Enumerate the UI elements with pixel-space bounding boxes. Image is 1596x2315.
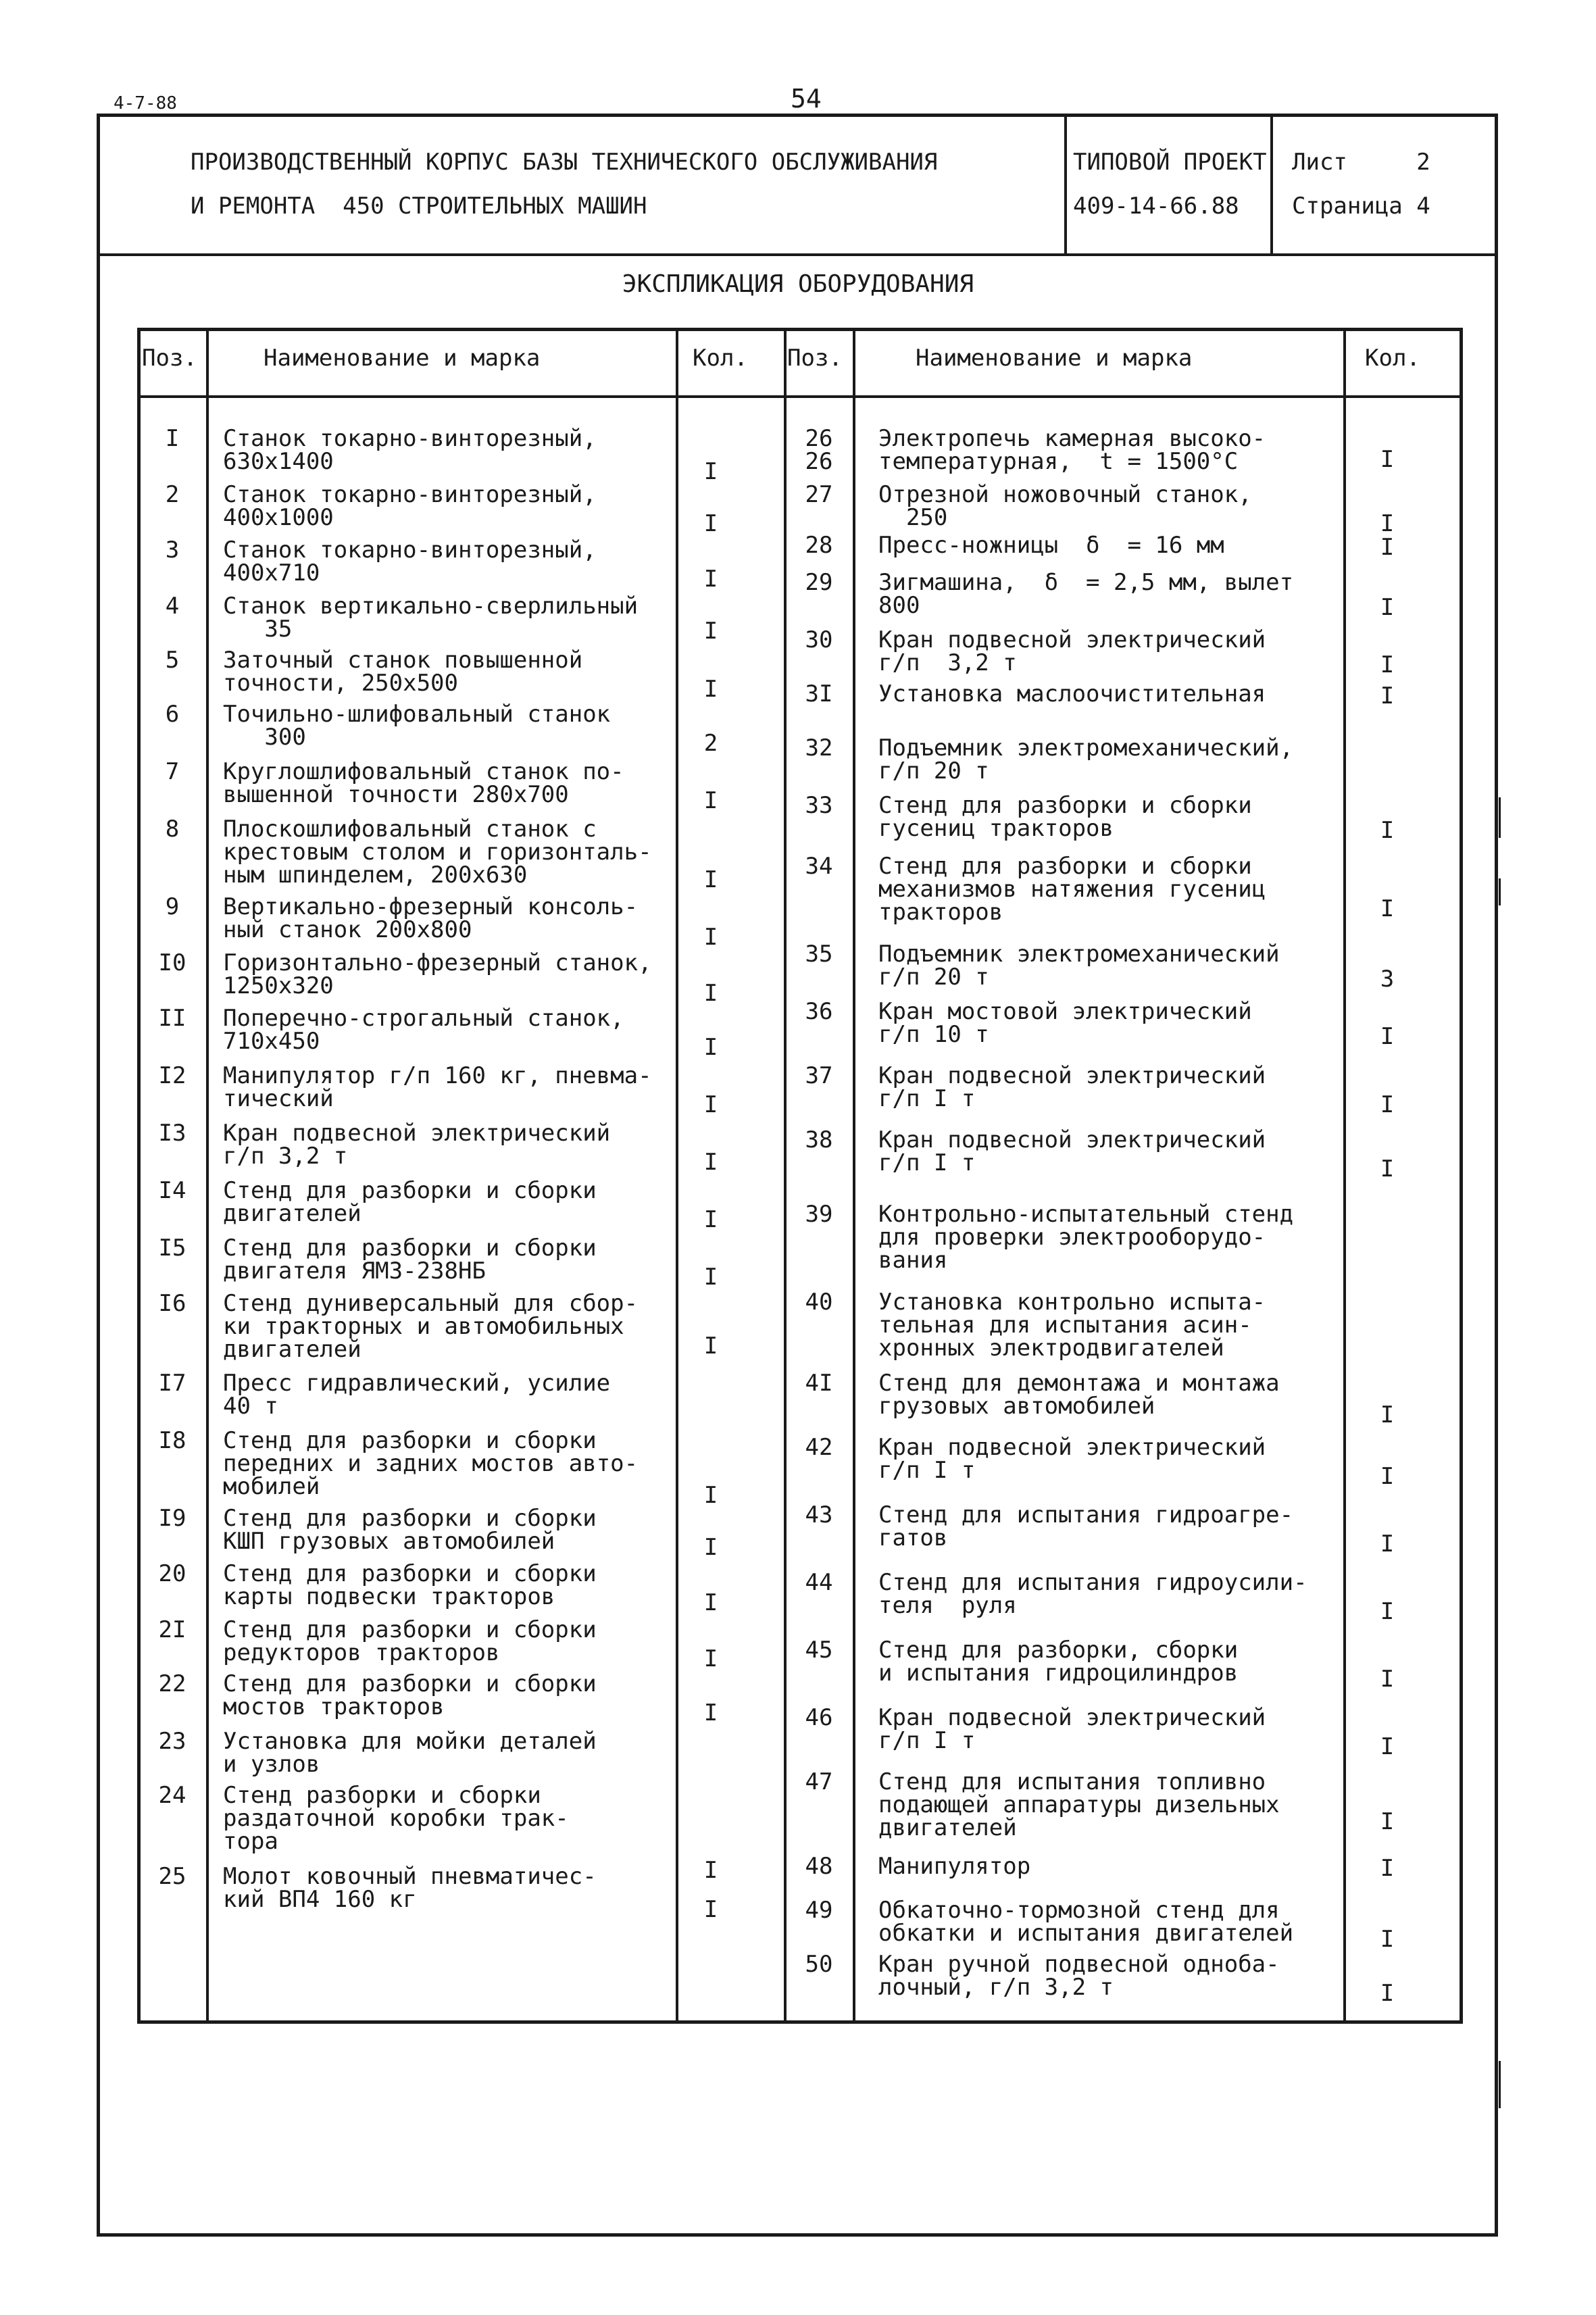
pos-number: 4 [165, 593, 180, 620]
pos-number: II [158, 1005, 186, 1032]
quantity: I [1380, 594, 1395, 621]
quantity: I [1380, 1155, 1395, 1183]
quantity: I [1380, 895, 1395, 922]
table-header-rule [137, 395, 1463, 398]
quantity: I [703, 1857, 718, 1884]
col-header-name-right: Наименование и марка [916, 345, 1193, 372]
pos-number: 35 [805, 941, 833, 968]
pos-number: 9 [165, 893, 180, 920]
quantity: I [1380, 1463, 1395, 1490]
project-code: 409-14-66.88 [1073, 193, 1239, 220]
pos-number: 34 [805, 853, 833, 880]
equipment-name: Стенд для демонтажа и монтажа грузовых автомобилей [878, 1370, 1280, 1420]
pos-number: 25 [158, 1863, 186, 1890]
pos-number: 3I [805, 680, 833, 707]
equipment-name: Стенд для разборки и сборки передних и задних мостов авто- мобилей [223, 1427, 639, 1500]
pos-number: I5 [158, 1235, 186, 1262]
equipment-name: Стенд для разборки и сборки гусениц тракторов [878, 792, 1252, 842]
pos-number: 22 [158, 1670, 186, 1697]
equipment-name: Зигмашина, δ = 2,5 мм, вылет 800 [878, 569, 1294, 619]
quantity: I [1380, 1733, 1395, 1760]
quantity: I [703, 1034, 718, 1061]
col-rule-1 [206, 328, 209, 2024]
quantity: I [703, 1264, 718, 1291]
equipment-name: Установка для мойки деталей и узлов [223, 1728, 597, 1778]
quantity: I [1380, 1598, 1395, 1625]
col-header-name-left: Наименование и марка [264, 345, 541, 372]
equipment-name: Манипулятор г/п 160 кг, пневма- тический [223, 1062, 652, 1112]
quantity: I [1380, 1023, 1395, 1050]
equipment-name: Кран подвесной электрический г/п I т [878, 1704, 1266, 1754]
pos-number: 49 [805, 1897, 833, 1924]
equipment-name: Поперечно-строгальный станок, 710х450 [223, 1005, 624, 1055]
quantity: 2 [703, 730, 718, 757]
quantity: I [1380, 1980, 1395, 2007]
quantity: I [703, 787, 718, 814]
quantity: I [703, 1645, 718, 1672]
quantity: I [703, 1699, 718, 1726]
col-header-pos-left: Поз. [142, 345, 197, 372]
table-title: ЭКСПЛИКАЦИЯ ОБОРУДОВАНИЯ [622, 270, 974, 298]
margin-mark [1499, 2061, 1501, 2108]
quantity: I [1380, 1855, 1395, 1882]
pos-number: 30 [805, 626, 833, 653]
equipment-name: Манипулятор [878, 1853, 1031, 1880]
quantity: I [703, 866, 718, 893]
equipment-name: Кран подвесной электрический г/п I т [878, 1434, 1266, 1484]
quantity: I [1380, 510, 1395, 537]
equipment-name: Стенд для разборки и сборки двигателей [223, 1177, 597, 1227]
pos-number: 7 [165, 758, 180, 785]
pos-number: I6 [158, 1290, 186, 1317]
quantity: I [703, 1206, 718, 1233]
equipment-name: Подъемник электромеханический г/п 20 т [878, 941, 1280, 991]
pos-number: 48 [805, 1853, 833, 1880]
equipment-name: Кран ручной подвесной однoба- лочный, г/п 3,2 т [878, 1951, 1280, 2001]
header-bottom-rule [97, 253, 1498, 256]
quantity: I [1380, 534, 1395, 561]
col-rule-4 [853, 328, 855, 2024]
equipment-name: Кран подвесной электрический г/п I т [878, 1062, 1266, 1112]
pos-number: I [165, 425, 180, 452]
pos-number: 43 [805, 1501, 833, 1528]
sheet-number: Лист 2 [1292, 149, 1430, 176]
equipment-name: Станок токарно-винторезный, 400х710 [223, 537, 597, 587]
pos-number: 29 [805, 569, 833, 596]
quantity: I [703, 458, 718, 485]
pos-number: 24 [158, 1782, 186, 1809]
page-index: Страница 4 [1292, 193, 1430, 220]
equipment-name: Отрезной ножовочный станок, 250 [878, 481, 1252, 531]
quantity: I [703, 1896, 718, 1923]
equipment-name: Молот ковочный пневматичес- кий ВП4 160 кг [223, 1863, 597, 1913]
quantity: I [703, 1589, 718, 1616]
pos-number: 44 [805, 1569, 833, 1596]
quantity: I [703, 980, 718, 1007]
quantity: I [1380, 1091, 1395, 1118]
equipment-name: Кран подвесной электрический г/п 3,2 т [223, 1120, 611, 1170]
quantity: I [1380, 446, 1395, 473]
quantity: I [1380, 1808, 1395, 1835]
pos-number: 20 [158, 1560, 186, 1587]
pos-number: 37 [805, 1062, 833, 1089]
equipment-name: Пресс-ножницы δ = 16 мм [878, 532, 1224, 559]
col-header-qty-right: Кол. [1365, 345, 1420, 372]
quantity: I [703, 618, 718, 645]
project-label: ТИПОВОЙ ПРОЕКТ [1073, 149, 1267, 176]
equipment-name: Кран подвесной электрический г/п 3,2 т [878, 626, 1266, 676]
pos-number: 47 [805, 1768, 833, 1795]
quantity: I [703, 924, 718, 951]
equipment-name: Контрольно-испытательный стенд для проверки электрооборудо- вания [878, 1201, 1294, 1274]
equipment-name: Круглошлифовальный станок по- вышенной точности 280х700 [223, 758, 624, 808]
equipment-name: Установка контрольно испыта- тельная для испытания асин- хронных электродвигателей [878, 1289, 1266, 1362]
quantity: I [1380, 1530, 1395, 1558]
pos-number: 50 [805, 1951, 833, 1978]
equipment-name: Стенд разборки и сборки раздаточной коробки трак- тора [223, 1782, 569, 1855]
pos-number: 38 [805, 1126, 833, 1153]
quantity: I [703, 566, 718, 593]
quantity: 3 [1380, 966, 1395, 993]
pos-number: 45 [805, 1637, 833, 1664]
header-title-line1: ПРОИЗВОДСТВЕННЫЙ КОРПУС БАЗЫ ТЕХНИЧЕСКОГО ОБСЛУЖИВАНИЯ [191, 149, 938, 176]
pos-number: I8 [158, 1427, 186, 1454]
equipment-name: Кран подвесной электрический г/п I т [878, 1126, 1266, 1176]
equipment-name: Заточный станок повышенной точности, 250х500 [223, 647, 583, 697]
pos-number: 42 [805, 1434, 833, 1461]
pos-number: 5 [165, 647, 180, 674]
quantity: I [1380, 651, 1395, 678]
equipment-name: Стенд для испытания гидроусили- теля руля [878, 1569, 1307, 1619]
quantity: I [703, 1534, 718, 1561]
pos-number: 32 [805, 735, 833, 762]
quantity: I [1380, 1666, 1395, 1693]
pos-number: I2 [158, 1062, 186, 1089]
equipment-name: Стенд для разборки, сборки и испытания гидроцилиндров [878, 1637, 1239, 1687]
quantity: I [703, 1333, 718, 1360]
quantity: I [703, 676, 718, 703]
pos-number: I9 [158, 1505, 186, 1532]
equipment-name: Стенд для разборки и сборки карты подвески тракторов [223, 1560, 597, 1610]
header-divider-2 [1270, 114, 1273, 255]
equipment-name: Стенд дуниверсальный для сбор- ки тракторных и автомобильных двигателей [223, 1290, 639, 1363]
equipment-name: Стенд для разборки и сборки редукторов тракторов [223, 1616, 597, 1666]
pos-number: 36 [805, 998, 833, 1025]
equipment-name: Станок токарно-винторезный, 400х1000 [223, 481, 597, 531]
equipment-name: Стенд для разборки и сборки механизмов натяжения гусениц тракторов [878, 853, 1266, 926]
pos-number: 6 [165, 701, 180, 728]
document-code: 4-7-88 [114, 93, 177, 114]
quantity: I [703, 1149, 718, 1176]
pos-number: 46 [805, 1704, 833, 1731]
equipment-name: Станок токарно-винторезный, 630х1400 [223, 425, 597, 475]
quantity: I [1380, 682, 1395, 710]
equipment-name: Стенд для разборки и сборки КШП грузовых автомобилей [223, 1505, 597, 1555]
equipment-name: Точильно-шлифовальный станок 300 [223, 701, 611, 751]
equipment-name: Плоскошлифовальный станок с крестовым столом и горизонталь- ным шпинделем, 200х630 [223, 816, 652, 889]
pos-number: I7 [158, 1370, 186, 1397]
col-rule-5 [1343, 328, 1346, 2024]
pos-number: 33 [805, 792, 833, 819]
pos-number: 40 [805, 1289, 833, 1316]
page-number: 54 [791, 84, 822, 114]
pos-number: I4 [158, 1177, 186, 1204]
margin-mark [1499, 878, 1501, 905]
pos-number: I0 [158, 949, 186, 976]
equipment-name: Пресс гидравлический, усилие 40 т [223, 1370, 611, 1420]
quantity: I [703, 1482, 718, 1509]
pos-number: 2 [165, 481, 180, 508]
col-header-qty-left: Кол. [693, 345, 748, 372]
equipment-name: Подъемник электромеханический, г/п 20 т [878, 735, 1294, 785]
equipment-name: Стенд для разборки и сборки двигателя ЯМЗ-238НБ [223, 1235, 597, 1285]
equipment-name: Электропечь камерная высоко- температурная, t = 1500°С [878, 425, 1266, 475]
pos-number: 3 [165, 537, 180, 564]
pos-number: 39 [805, 1201, 833, 1228]
header-divider-1 [1064, 114, 1067, 255]
equipment-name: Стенд для испытания гидроагре- гатов [878, 1501, 1294, 1551]
equipment-name: Вертикально-фрезерный консоль- ный станок 200х800 [223, 893, 639, 943]
quantity: I [1380, 1926, 1395, 1953]
equipment-name: Установка маслоочистительная [878, 680, 1266, 707]
pos-number: 27 [805, 481, 833, 508]
pos-number: 8 [165, 816, 180, 843]
pos-number: 4I [805, 1370, 833, 1397]
quantity: I [1380, 817, 1395, 844]
equipment-name: Кран мостовой электрический г/п 10 т [878, 998, 1252, 1048]
equipment-name: Стенд для разборки и сборки мостов тракторов [223, 1670, 597, 1720]
equipment-name: Станок вертикально-сверлильный 35 [223, 593, 639, 643]
equipment-name: Горизонтально-фрезерный станок, 1250х320 [223, 949, 652, 999]
quantity: I [703, 510, 718, 537]
pos-number: 23 [158, 1728, 186, 1755]
quantity: I [1380, 1401, 1395, 1428]
header-title-line2: И РЕМОНТА 450 СТРОИТЕЛЬНЫХ МАШИН [191, 193, 647, 220]
col-header-pos-right: Поз. [787, 345, 843, 372]
pos-number: 2I [158, 1616, 186, 1643]
equipment-name: Обкаточно-тормозной стенд для обкатки и испытания двигателей [878, 1897, 1294, 1947]
margin-mark [1499, 797, 1501, 838]
equipment-name: Стенд для испытания топливно подающей аппаратуры дизельных двигателей [878, 1768, 1280, 1841]
quantity: I [703, 1091, 718, 1118]
pos-number: 28 [805, 532, 833, 559]
pos-number: 26 26 [805, 425, 833, 475]
pos-number: I3 [158, 1120, 186, 1147]
